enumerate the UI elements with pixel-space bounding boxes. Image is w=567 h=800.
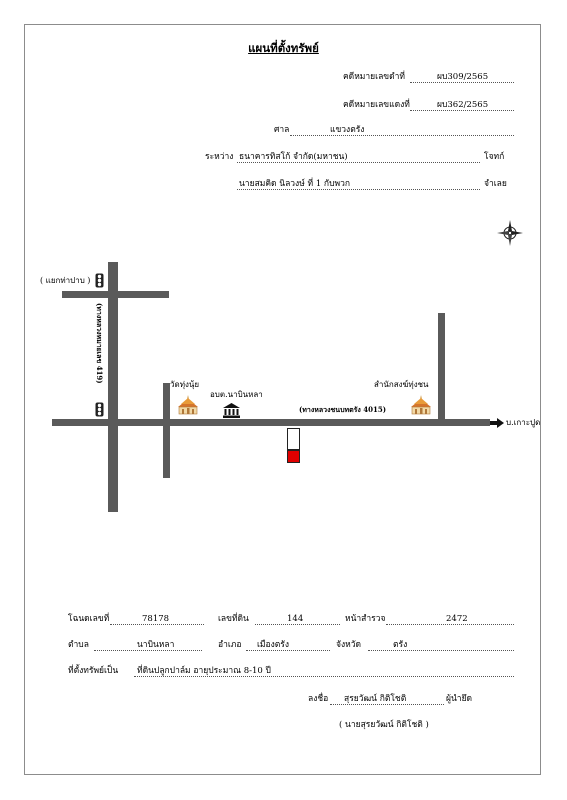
amphoe-value: เมืองตรัง [257, 640, 289, 650]
side-road-temple [163, 383, 170, 478]
arrow-right-icon [490, 418, 504, 428]
land-no-value: 144 [287, 614, 304, 624]
black-case-label: คดีหมายเลขดำที่ [343, 72, 405, 82]
main-road-label: (ทางหลวงชนบทตรัง 4015) [299, 405, 387, 414]
traffic-light-icon [95, 273, 104, 288]
compass-icon [496, 219, 524, 247]
plaintiff-role: โจทก์ [484, 152, 505, 162]
red-case-value: ผบ362/2565 [437, 100, 489, 110]
sign-label: ลงชื่อ [308, 694, 329, 704]
signer-name: สุรยวัฒน์ กิติโชติ [344, 694, 407, 704]
office-label: อบต.นาบินหลา [210, 390, 263, 399]
property-type-label: ที่ตั้งทรัพย์เป็น [68, 666, 119, 676]
court-label: ศาล [274, 125, 290, 135]
tambon-label: ตำบล [68, 640, 89, 650]
province-label: จังหวัด [336, 640, 362, 650]
property-marker-icon [287, 428, 300, 450]
page-title: แผนที่ตั้งทรัพย์ [248, 41, 319, 55]
survey-label: หน้าสำรวจ [345, 614, 386, 624]
junction-crossroad [62, 291, 169, 298]
deed-value: 78178 [142, 614, 170, 624]
printed-name: ( นายสุรยวัฒน์ กิติโชติ ) [339, 720, 429, 730]
temple1-label: วัดทุ่งนุ้ย [170, 380, 200, 389]
temple2-label: สำนักสงฆ์ทุ่งชน [374, 380, 429, 389]
tambon-value: นาบินหลา [137, 640, 175, 650]
temple-icon [409, 395, 433, 415]
survey-value: 2472 [446, 614, 468, 624]
province-dots [368, 650, 514, 651]
black-case-value: ผบ309/2565 [437, 72, 489, 82]
highway-419-label: (ทางหลวงหมายเลข 419) [95, 303, 104, 384]
property-location [287, 450, 300, 463]
court-value: แขวงตรัง [330, 125, 365, 135]
signer-role: ผู้นำยึด [446, 694, 473, 704]
plaintiff-name: ธนาคารทิสโก้ จำกัด(มหาชน) [239, 152, 348, 162]
red-case-label: คดีหมายเลขแดงที่ [343, 100, 410, 110]
traffic-light-icon [95, 402, 104, 417]
between-label: ระหว่าง [205, 152, 234, 162]
defendant-role: จำเลย [484, 179, 507, 189]
temple-icon [176, 395, 200, 415]
defendant-name: นายสมคิด นิลวงษ์ ที่ 1 กับพวก [239, 179, 350, 189]
property-type-value: ที่ดินปลูกปาล์ม อายุประมาณ 8-10 ปี [137, 666, 271, 676]
government-building-icon [223, 403, 240, 418]
province-value: ตรัง [393, 640, 408, 650]
direction-label: บ.เกาะปูด [506, 418, 541, 427]
deed-label: โฉนดเลขที่ [68, 614, 110, 624]
land-no-label: เลขที่ดิน [218, 614, 249, 624]
junction-label: ( แยกท่าปาบ ) [40, 276, 91, 285]
side-road-east [438, 313, 445, 423]
court-dots [290, 135, 514, 136]
highway-419-road [108, 262, 118, 512]
page-frame [24, 24, 541, 775]
amphoe-label: อำเภอ [218, 640, 242, 650]
